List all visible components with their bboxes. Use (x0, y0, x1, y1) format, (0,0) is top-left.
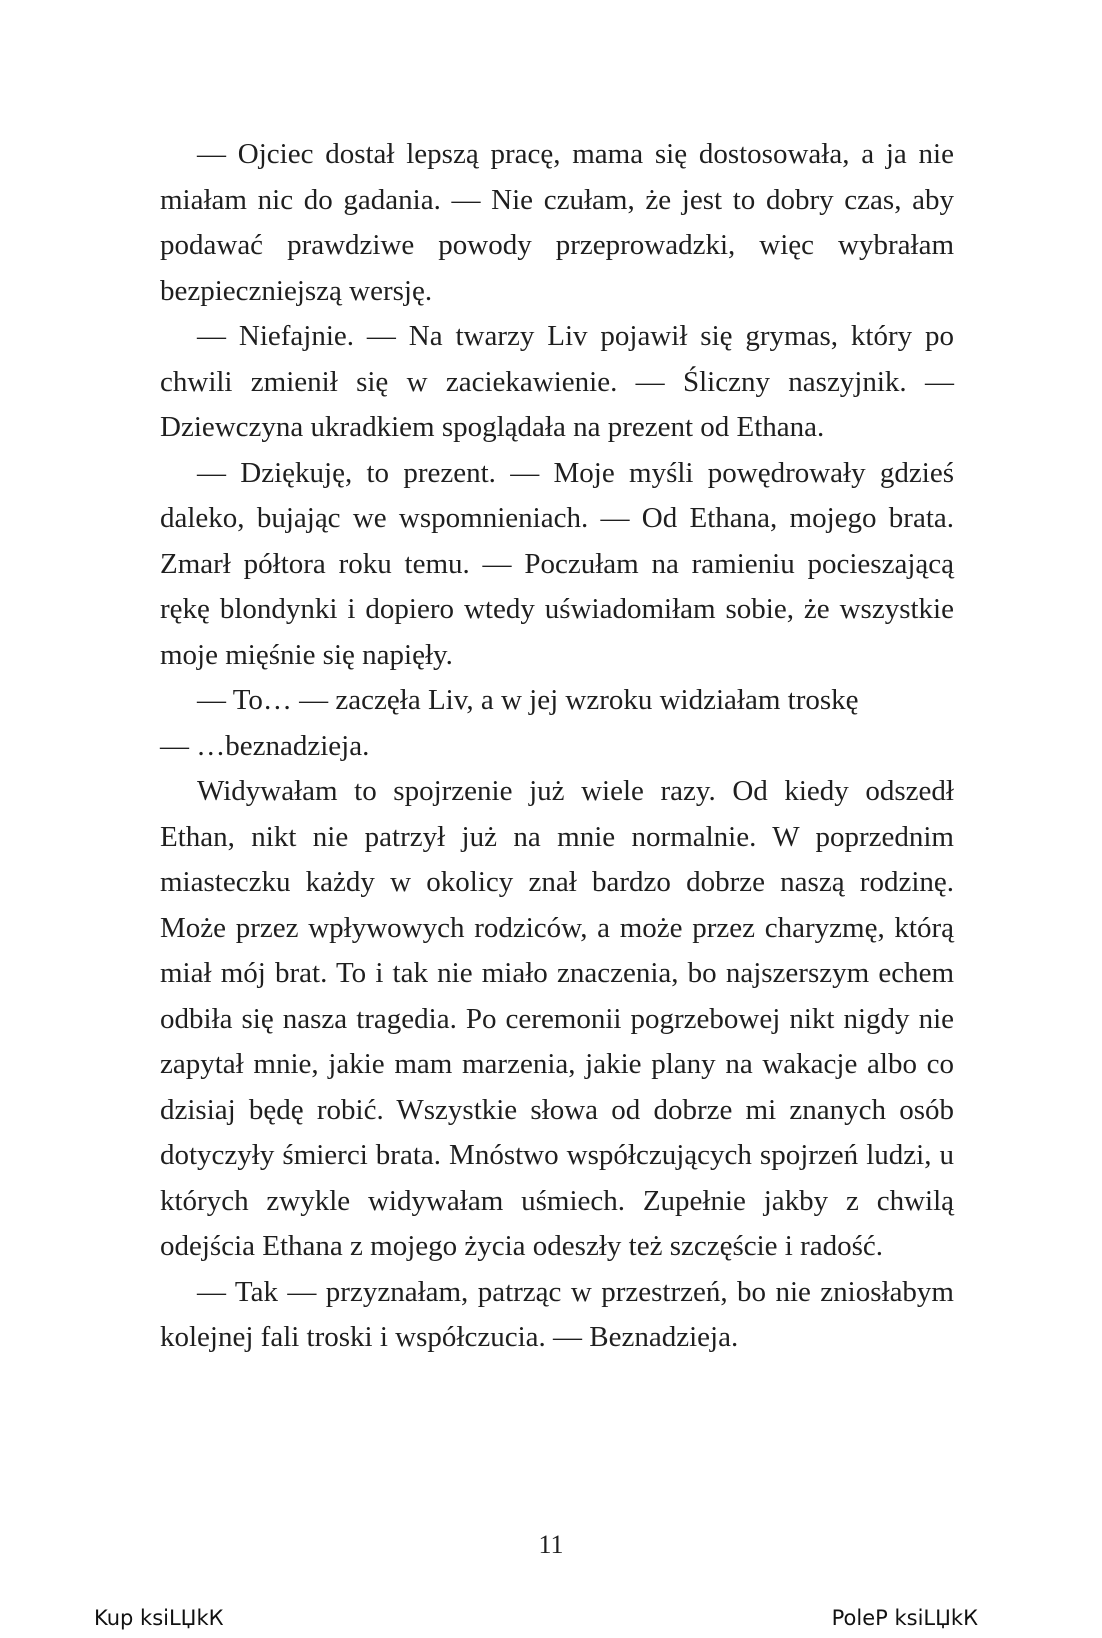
paragraph-4: — To… — zaczęła Liv, a w jej wzroku widziałam troskę (197, 684, 859, 716)
paragraph-5: — …beznadzieja. (160, 729, 370, 762)
body-text (160, 132, 954, 1361)
paragraph-6: Widywałam to spojrzenie już wiele razy. Od kiedy odszedł Ethan, nikt nie patrzył już na mnie normalnie. W poprzednim miasteczku każdy w okolicy znał bardzo dobrze naszą rodzinę. Może przez wpływowych rodziców, a może przez charyzmę, którą miał mój brat. To i tak nie miało znaczenia, bo najszerszym echem odbiła się nasza tragedia. Po ceremonii pogrzebowej nikt nigdy nie zapytał mnie, jakie mam marzenia, jakie plany na wakacje albo co dzisiaj będę robić. Wszystkie słowa od dobrze mi znanych osób dotyczyły śmierci brata. Mnóstwo współczujących spojrzeń ludzi, u których zwykle widywałam uśmiech. Zupełnie jakby z chwilą odejścia Ethana z mojego życia odeszły też szczęście i radość. (160, 775, 954, 1262)
recommend-book-link[interactable]: PoleP ksiLЏkК (831, 1606, 978, 1630)
paragraph-2: — Niefajnie. — Na twarzy Liv pojawił się grymas, który po chwili zmienił się w zaciekawienie. — Śliczny naszyjnik. — Dziewczyna ukradkiem spoglądała na prezent od Ethana. (160, 320, 954, 443)
paragraph-1: — Ojciec dostał lepszą pracę, mama się dostosowała, a ja nie miałam nic do gadania. — Nie czułam, że jest to dobry czas, aby podawać prawdziwe powody przeprowadzki, więc wybrałam bezpieczniejszą wersję. (160, 138, 954, 307)
page-number: 11 (538, 1530, 564, 1559)
buy-book-link[interactable]: Kup ksiLЏkК (94, 1606, 224, 1630)
paragraph-3: — Dziękuję, to prezent. — Moje myśli powędrowały gdzieś daleko, bujając we wspomnieniach. — Od Ethana, mojego brata. Zmarł półtora roku temu. — Poczułam na ramieniu pocieszającą rękę blondynki i dopiero wtedy uświadomiłam sobie, że wszystkie moje mięśnie się napięły. (160, 456, 954, 671)
paragraph-7: — Tak — przyznałam, patrząc w przestrzeń, bo nie zniosłabym kolejnej fali troski i współczucia. — Beznadzieja. (160, 1275, 954, 1353)
